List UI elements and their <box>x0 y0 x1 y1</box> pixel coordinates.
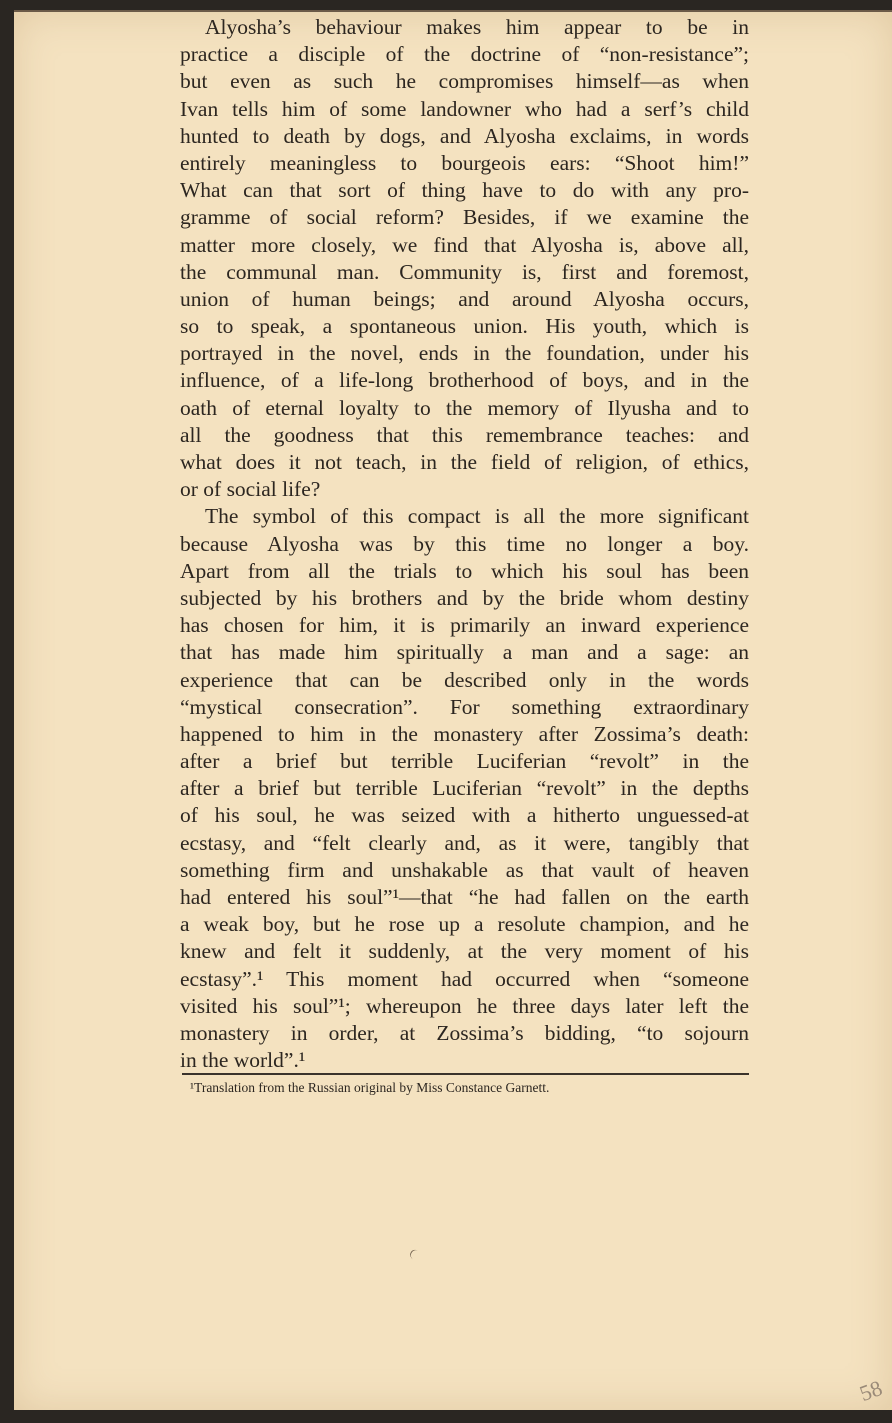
text-line: in the world”.¹ <box>180 1048 306 1073</box>
text-line: practice a disciple of the doctrine of “non-resistance”; <box>180 42 749 67</box>
text-line: What can that sort of thing have to do with any pro- <box>180 178 749 203</box>
text-line: something firm and unshakable as that vault of heaven <box>180 857 749 882</box>
text-line: “mystical consecration”. For something extraordinary <box>180 694 749 719</box>
text-line: the communal man. Community is, first and foremost, <box>180 259 749 284</box>
text-line: a weak boy, but he rose up a resolute champion, and he <box>180 912 749 937</box>
text-line: portrayed in the novel, ends in the foundation, under his <box>180 341 749 366</box>
text-line: of his soul, he was seized with a hitherto unguessed-at <box>180 803 749 828</box>
text-line: Ivan tells him of some landowner who had a serf’s child <box>180 96 749 121</box>
text-line: influence, of a life-long brotherhood of boys, and in the <box>180 368 749 393</box>
text-line: oath of eternal loyalty to the memory of Ilyusha and to <box>180 395 749 420</box>
text-line: so to speak, a spontaneous union. His youth, which is <box>180 314 749 339</box>
text-line: hunted to death by dogs, and Alyosha exclaims, in words <box>180 123 749 148</box>
text-line: subjected by his brothers and by the bride whom destiny <box>180 585 749 610</box>
text-line: entirely meaningless to bourgeois ears: “Shoot him!” <box>180 150 749 175</box>
text-line: happened to him in the monastery after Zossima’s death: <box>180 721 749 746</box>
text-line: ecstasy”.¹ This moment had occurred when “someone <box>180 966 749 991</box>
text-line: experience that can be described only in the words <box>180 667 749 692</box>
text-line: after a brief but terrible Luciferian “revolt” in the depths <box>180 776 749 801</box>
text-line: but even as such he compromises himself—as when <box>180 69 749 94</box>
text-line: that has made him spiritually a man and a sage: an <box>180 640 749 665</box>
text-line: had entered his soul”¹—that “he had fallen on the earth <box>180 885 749 909</box>
text-line: gramme of social reform? Besides, if we examine the <box>180 205 749 230</box>
text-line: all the goodness that this remembrance teaches: and <box>180 422 749 447</box>
text-line: ecstasy, and “felt clearly and, as it were, tangibly that <box>180 830 749 855</box>
text-line: union of human beings; and around Alyosha occurs, <box>180 286 749 311</box>
text-line: matter more closely, we find that Alyosha is, above all, <box>180 232 749 257</box>
text-line: after a brief but terrible Luciferian “revolt” in the <box>180 749 749 774</box>
text-line: has chosen for him, it is primarily an inward experience <box>180 613 749 638</box>
paragraph-1 <box>180 14 749 503</box>
body-text <box>180 14 749 1074</box>
text-line: visited his soul”¹; whereupon he three days later left the <box>180 993 749 1018</box>
text-line: The symbol of this compact is all the more significant <box>205 504 749 529</box>
footnote: ¹Translation from the Russian original by Miss Constance Garnett. <box>190 1080 550 1095</box>
text-line: knew and felt it suddenly, at the very moment of his <box>180 939 749 964</box>
text-line: Alyosha’s behaviour makes him appear to be in <box>205 15 749 39</box>
text-line: what does it not teach, in the field of religion, of ethics, <box>180 450 749 474</box>
footnote-rule <box>182 1073 749 1075</box>
paragraph-2 <box>180 503 749 1074</box>
text-line: or of social life? <box>180 477 321 502</box>
text-line: Apart from all the trials to which his soul has been <box>180 558 749 583</box>
text-line: monastery in order, at Zossima’s bidding, “to sojourn <box>180 1020 749 1045</box>
text-line: because Alyosha was by this time no longer a boy. <box>180 531 749 556</box>
margin-pencil-mark: 58 <box>856 1375 886 1407</box>
